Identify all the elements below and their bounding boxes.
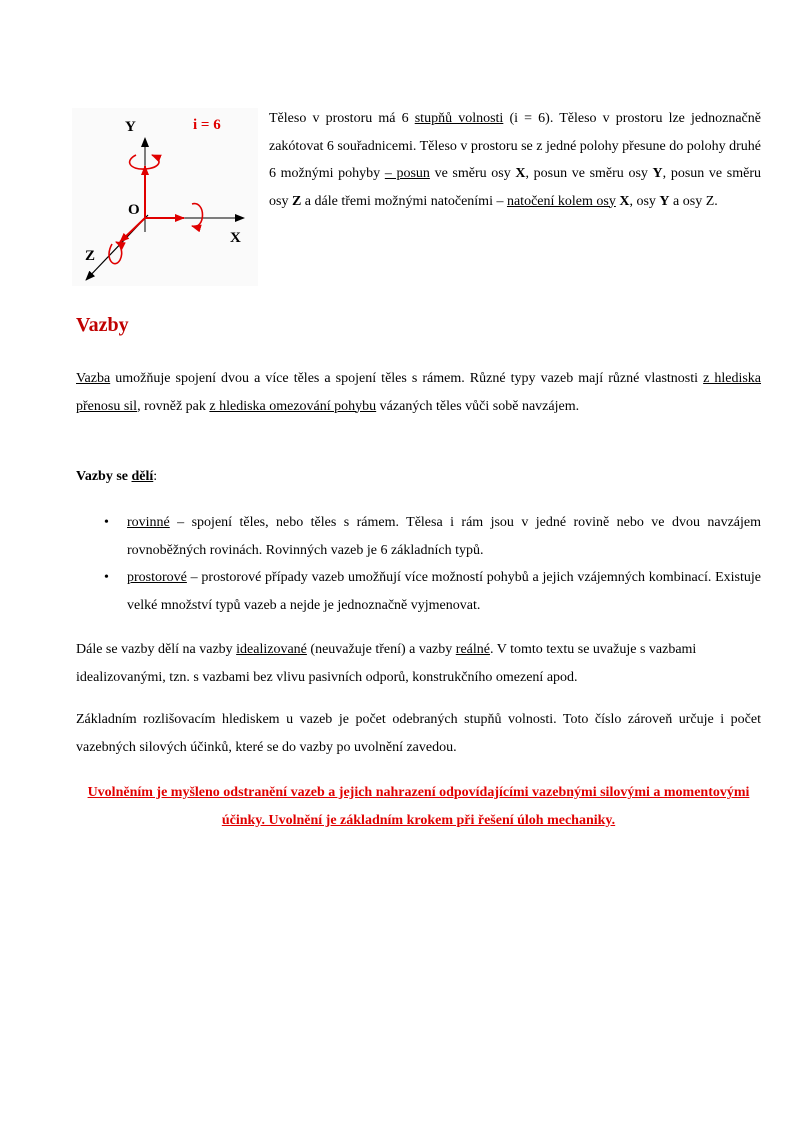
dof-paragraph: Základním rozlišovacím hlediskem u vazeb je počet odebraných stupňů volnosti. Toto číslo zároveň určuje i počet vazebných silových účinků, které se do vazby po uvolnění zavedou.: [76, 712, 761, 755]
release-note: Uvolněním je myšleno odstranění vazeb a jejich nahrazení odpovídajícími vazebnými silovými a momentovými účinky. Uvolnění je základním krokem při řešení úloh mechaniky.: [87, 785, 750, 828]
vazba-paragraph: Vazba umožňuje spojení dvou a více těles a spojení těles s rámem. Různé typy vazeb mají různé vlastnosti z hlediska přenosu sil, rovněž pak z hlediska omezování pohybu vázaných těles vůči sobě navzájem.: [76, 371, 762, 414]
x-axis-label: X: [230, 230, 241, 246]
list-item: • prostorové – prostorové případy vazeb umožňují více možností pohybů a jejich vzájemných kombinací. Existuje velké množství typů vazeb a nejde je jednoznačně vyjmenovat.: [76, 564, 761, 619]
list-item: • rovinné – spojení těles, nebo těles s rámem. Tělesa i rám jsou v jedné rovině nebo ve dvou navzájem rovnoběžných rovinách. Rovinných vazeb je 6 základních typů.: [76, 509, 761, 564]
intro-paragraph: Těleso v prostoru má 6 stupňů volnosti (i = 6). Těleso v prostoru lze jednoznačně zakótovat 6 souřadnicemi. Těleso v prostoru se z jedné polohy přesune do polohy druhé 6 možnými pohyby – posun ve směru osy X, posun ve směru osy Y, posun ve směru osy Z a dále třemi možnými natočeními – natočení kolem osy X, osy Y a osy Z.: [269, 111, 761, 209]
z-axis-label: Z: [85, 248, 96, 264]
bullet-icon: •: [104, 570, 109, 585]
dof-figure: [72, 108, 258, 286]
idealized-paragraph: Dále se vazby dělí na vazby idealizované (neuvažuje tření) a vazby reálné. V tomto textu se uvažuje s vazbami idealizovanými, tzn. s vazbami bez vlivu pasivních odporů, konstrukčního omezení apod.: [76, 642, 697, 685]
section-heading: Vazby: [76, 314, 129, 336]
bullet-icon: •: [104, 515, 109, 530]
y-axis-label: Y: [125, 119, 136, 135]
link-term-dof: stupňů volnosti: [414, 111, 504, 126]
division-heading: Vazby se dělí:: [76, 469, 158, 484]
origin-label: O: [128, 202, 140, 218]
dof-count-label: i = 6: [193, 117, 221, 133]
bond-types-list: [76, 509, 761, 619]
